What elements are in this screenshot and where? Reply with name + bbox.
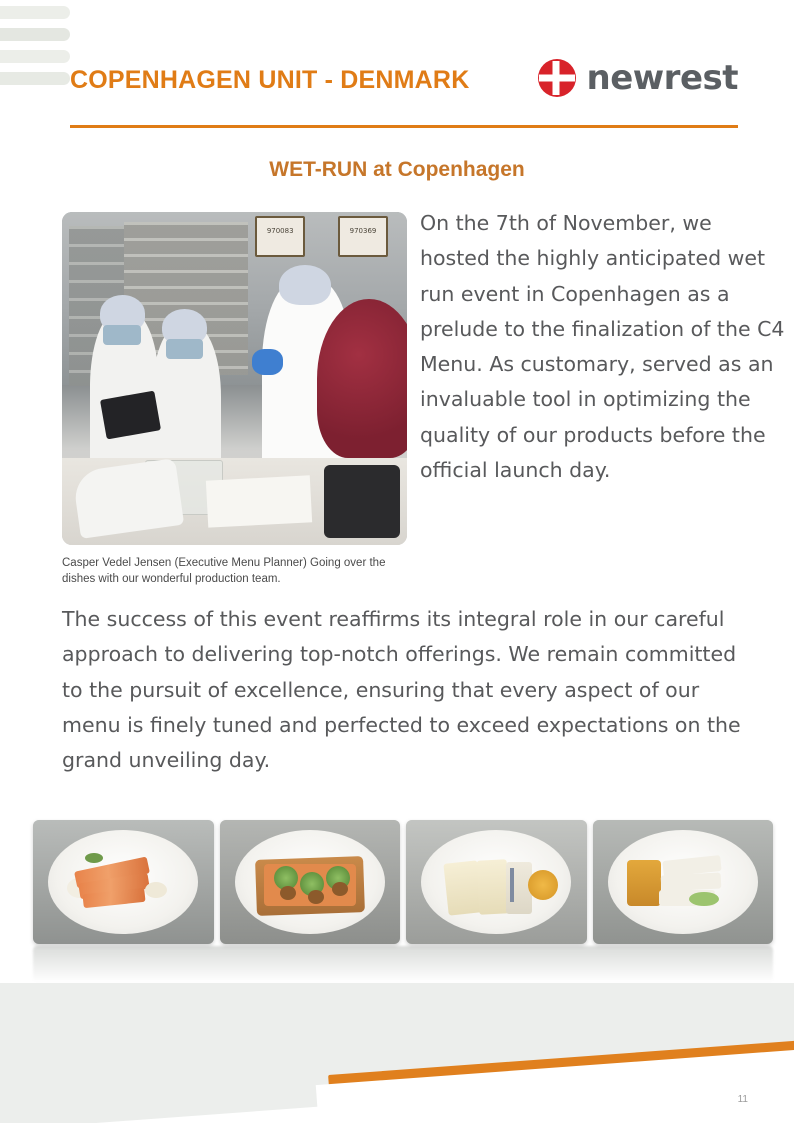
stripe-4 — [0, 72, 70, 85]
wet-run-kitchen-photo — [62, 212, 407, 545]
body-paragraph: The success of this event reaffirms its integral role in our careful approach to delivering top-notch offerings. We remain committed to the pursuit of excellence, ensuring that every aspect of our menu is finely tuned and perfected to exceed expectations on the grand unveiling day. — [62, 607, 741, 772]
dish-photo-salmon — [33, 820, 214, 944]
danish-flag-cross-icon — [537, 58, 577, 98]
decorative-corner-stripes — [0, 0, 70, 120]
dish-photo-cheese-plate — [406, 820, 587, 944]
blue-cheese-vein — [510, 868, 514, 902]
fish-fillet-2 — [660, 872, 721, 891]
dish-photo-fish-squash — [593, 820, 774, 944]
fruit-chutney — [528, 870, 558, 900]
photo-papers — [206, 476, 312, 528]
section-title: WET-RUN at Copenhagen — [269, 158, 525, 181]
salmon-herb-garnish — [85, 853, 103, 863]
dish-strip-reflection — [33, 946, 773, 982]
green-garnish — [689, 892, 719, 906]
dish-photo-strip — [33, 820, 773, 948]
dish-photo-tartare-toast — [220, 820, 401, 944]
page-number: 11 — [737, 1094, 748, 1105]
crisp-2 — [308, 890, 324, 904]
photo-mask-2 — [166, 339, 204, 359]
roasted-squash — [627, 860, 661, 906]
brand-name: newrest — [586, 58, 738, 98]
photo-scene — [62, 212, 407, 545]
photo-foreground-dark — [324, 465, 400, 538]
photo-mask-1 — [103, 325, 141, 345]
brand-logo — [537, 58, 739, 98]
photo-caption: Casper Vedel Jensen (Executive Menu Planner) Going over the dishes with our wonderful production team. — [62, 557, 386, 585]
cheese-slice-2 — [477, 859, 510, 914]
footer-decoration — [0, 983, 794, 1123]
stripe-1 — [0, 6, 70, 19]
photo-person-red-hair — [317, 299, 407, 459]
photo-sign-right: 970369 — [338, 216, 388, 257]
page-header — [70, 58, 738, 128]
crisp-1 — [280, 886, 296, 900]
page-title: COPENHAGEN UNIT - DENMARK — [70, 66, 470, 94]
photo-blue-glove — [252, 349, 283, 376]
stripe-3 — [0, 50, 70, 63]
header-divider — [70, 125, 738, 128]
photo-sign-left: 970083 — [255, 216, 305, 257]
stripe-2 — [0, 28, 70, 41]
crisp-3 — [332, 882, 348, 896]
lead-paragraph: On the 7th of November, we hosted the highly anticipated wet run event in Copenhagen as a prelude to the finalization of the C4 Menu. As customary, served as an invaluable tool in optimizing the quality of our products before the official launch day. — [420, 211, 785, 482]
photo-hairnet-3 — [279, 265, 331, 305]
salmon-cream-quenelle — [145, 882, 167, 898]
